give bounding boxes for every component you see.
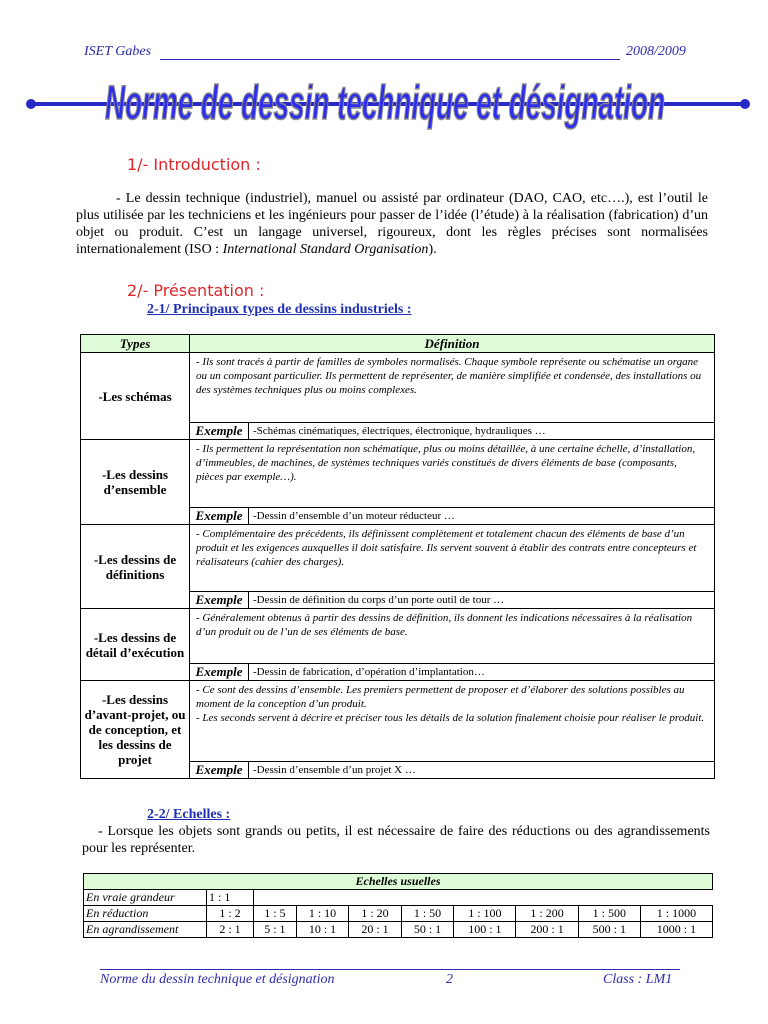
scales-row-reduction xyxy=(84,906,713,922)
example-label: Exemple xyxy=(190,592,249,609)
example-label: Exemple xyxy=(190,762,249,779)
footer-title: Norme du dessin technique et désignation xyxy=(100,972,335,987)
scale-value: 10 : 1 xyxy=(296,922,349,938)
example-value: -Dessin d’ensemble d’un moteur réducteur … xyxy=(249,508,715,525)
example-label: Exemple xyxy=(190,664,249,681)
table-row xyxy=(81,609,715,664)
intro-text: - Le dessin technique (industriel), manuel ou assisté par ordinateur (DAO, CAO, etc….), est l’outil le plus utilisée par les techniciens et les ingénieurs pour passer de l’idée (l’étude) à la réalisation (fabrication) d’un objet ou produit. C’est un langage universel, rigoureux, dont les règles précises sont normalisées internationalement (ISO : xyxy=(76,191,708,257)
scales-row-true-size xyxy=(84,890,713,906)
scales-subheading: 2-2/ Echelles : xyxy=(147,807,231,822)
scale-row-label: En réduction xyxy=(84,906,207,922)
scale-row-label: En agrandissement xyxy=(84,922,207,938)
example-value: -Dessin d’ensemble d’un projet X … xyxy=(249,762,715,779)
type-name: -Les dessins d’ensemble xyxy=(81,440,190,525)
header-year: 2008/2009 xyxy=(626,44,686,59)
document-title: Norme de dessin technique et désignation xyxy=(105,75,666,131)
scale-value: 1000 : 1 xyxy=(640,922,712,938)
scales-paragraph: - Lorsque les objets sont grands ou petits, il est nécessaire de faire des réductions ou des agrandissements pour les représenter. xyxy=(82,824,710,856)
drawing-types-table xyxy=(80,334,715,779)
iso-expansion: International Standard Organisation xyxy=(222,242,429,257)
footer-rule xyxy=(100,969,680,970)
type-name: -Les dessins d’avant-projet, ou de conception, et les dessins de projet xyxy=(81,681,190,779)
scale-empty-cell xyxy=(254,890,713,906)
scales-table-title: Echelles usuelles xyxy=(84,874,713,890)
scales-row-enlargement xyxy=(84,922,713,938)
intro-paragraph xyxy=(76,190,708,258)
types-subheading: 2-1/ Principaux types de dessins industriels : xyxy=(147,302,412,317)
scale-value: 1 : 100 xyxy=(454,906,516,922)
example-label: Exemple xyxy=(190,423,249,440)
footer-class: Class : LM1 xyxy=(603,972,673,987)
scale-value: 1 : 50 xyxy=(401,906,454,922)
example-label: Exemple xyxy=(190,508,249,525)
presentation-heading: 2/- Présentation : xyxy=(127,281,265,300)
type-name: -Les dessins de définitions xyxy=(81,525,190,609)
type-definition: - Ce sont des dessins d’ensemble. Les premiers permettent de proposer et d’élaborer des solutions possibles au moment de la conception d’un produit. - Les seconds servent à décrire et préciser tous les détails de la solution finalement choisie pour réaliser le produit. xyxy=(190,681,715,762)
type-definition: - Complémentaire des précédents, ils définissent complètement et totalement chacun des éléments de base d’un produit et les exigences auxquelles il doit satisfaire. Ils servent souvent à établir des contrats entre concepteurs et réalisateurs (cahier des charges). xyxy=(190,525,715,592)
header-institution: ISET Gabes xyxy=(84,44,152,59)
example-value: -Dessin de définition du corps d’un porte outil de tour … xyxy=(249,592,715,609)
type-definition: - Ils sont tracés à partir de familles de symboles normalisés. Chaque symbole représente ou schématise un organe ou un composant particulier. Ils permettent de représenter, de manière simplifiée et condensée, des installations ou des systèmes techniques plus ou moins complexes. xyxy=(190,353,715,423)
scale-value: 1 : 2 xyxy=(207,906,254,922)
scale-value: 2 : 1 xyxy=(207,922,254,938)
scale-value: 5 : 1 xyxy=(254,922,297,938)
title-bar-left-dot xyxy=(26,99,36,109)
scales-header-row xyxy=(84,874,713,890)
intro-heading: 1/- Introduction : xyxy=(127,155,261,174)
type-definition: - Généralement obtenus à partir des dessins de définition, ils donnent les indications nécessaires à la réalisation d’un produit ou de l’un de ses éléments de base. xyxy=(190,609,715,664)
scale-value: 500 : 1 xyxy=(578,922,640,938)
page-number: 2 xyxy=(446,972,453,987)
column-header-definition: Définition xyxy=(190,335,715,353)
scale-value: 50 : 1 xyxy=(401,922,454,938)
example-value: -Schémas cinématiques, électriques, électronique, hydrauliques … xyxy=(249,423,715,440)
type-definition: - Ils permettent la représentation non schématique, plus ou moins détaillée, à une certaine échelle, d’installation, d’immeubles, de machines, de systèmes techniques variés constitués de divers éléments de base (composants, pièces par exemple…). xyxy=(190,440,715,508)
scale-value: 1 : 10 xyxy=(296,906,349,922)
table-row xyxy=(81,440,715,508)
table-row xyxy=(81,353,715,423)
scale-value: 1 : 5 xyxy=(254,906,297,922)
scale-value: 200 : 1 xyxy=(516,922,578,938)
table-header-row xyxy=(81,335,715,353)
scale-row-label: En vraie grandeur xyxy=(84,890,207,906)
scale-value: 1 : 20 xyxy=(349,906,402,922)
title-bar-right-dot xyxy=(740,99,750,109)
scale-value: 1 : 1 xyxy=(207,890,254,906)
example-value: -Dessin de fabrication, d’opération d’implantation… xyxy=(249,664,715,681)
header-rule xyxy=(160,59,620,60)
scale-value: 100 : 1 xyxy=(454,922,516,938)
scale-value: 1 : 1000 xyxy=(640,906,712,922)
scales-table xyxy=(83,873,713,938)
scale-value: 1 : 200 xyxy=(516,906,578,922)
column-header-types: Types xyxy=(81,335,190,353)
type-name: -Les schémas xyxy=(81,353,190,440)
scale-value: 20 : 1 xyxy=(349,922,402,938)
type-name: -Les dessins de détail d’exécution xyxy=(81,609,190,681)
table-row xyxy=(81,525,715,592)
document-title-art xyxy=(100,75,670,138)
intro-text-end: ). xyxy=(428,242,437,257)
table-row xyxy=(81,681,715,762)
scale-value: 1 : 500 xyxy=(578,906,640,922)
